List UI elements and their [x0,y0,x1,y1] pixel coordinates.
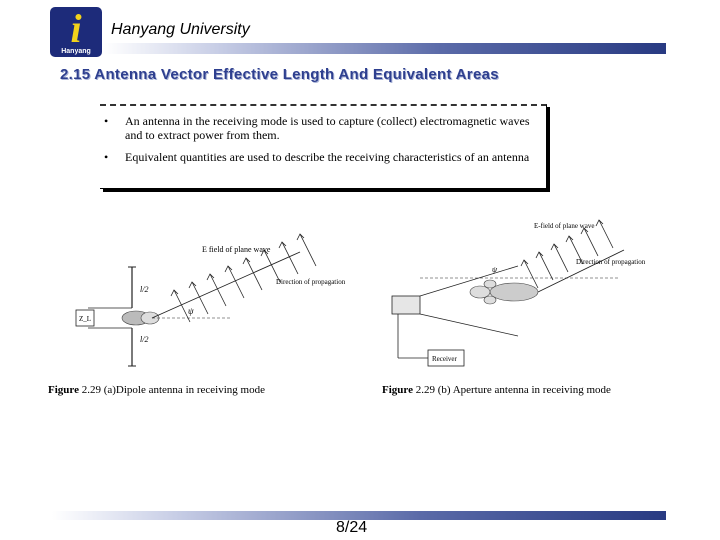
logo-text: Hanyang [61,48,91,55]
bullet-marker: • [104,114,109,128]
e-field-label-b: E-field of plane wave [534,222,595,230]
figure-dipole-antenna [70,222,346,372]
angle-label-b: ψ [492,265,497,274]
caption-figure-b [382,384,611,396]
slide-title: 2.15 Antenna Vector Effective Length And Equivalent Areas [60,66,499,83]
bullet-box [100,104,547,189]
university-logo [50,7,102,57]
caption-b-text: 2.29 (b) Aperture antenna in receiving mode [412,384,611,396]
direction-label-b: Direction of propagation [576,258,646,266]
side-lobe [470,286,490,298]
caption-a-bold: Figure [48,384,79,396]
half-length-bottom: l/2 [140,335,149,344]
caption-b-bold: Figure [382,384,413,396]
aperture-horn [392,296,420,314]
figure-aperture-antenna [388,206,646,370]
bullet-text: Equivalent quantities are used to describe the receiving characteristics of an antenna [125,150,530,164]
university-name: Hanyang University [111,21,250,38]
half-length-top: l/2 [140,285,149,294]
direction-label: Direction of propagation [276,278,346,286]
e-field-label-text: E field of plane wave [202,245,271,254]
receiver-label: Receiver [432,355,457,363]
load-label: Z_L [79,315,92,323]
page-number: 8/24 [336,519,368,536]
caption-figure-a [48,384,265,396]
bullet-text: An antenna in the receiving mode is used to capture (collect) electromagnetic waves and to extract power from them. [125,114,530,142]
logo-letter: i [70,6,82,51]
main-lobe [490,283,538,301]
bullet-marker: • [104,150,109,164]
e-field-label [202,245,271,254]
caption-a-text: 2.29 (a)Dipole antenna in receiving mode [78,384,265,396]
propagation-line-b [538,250,624,292]
header-gradient-bar [104,43,666,54]
angle-label: ψ [188,306,194,316]
